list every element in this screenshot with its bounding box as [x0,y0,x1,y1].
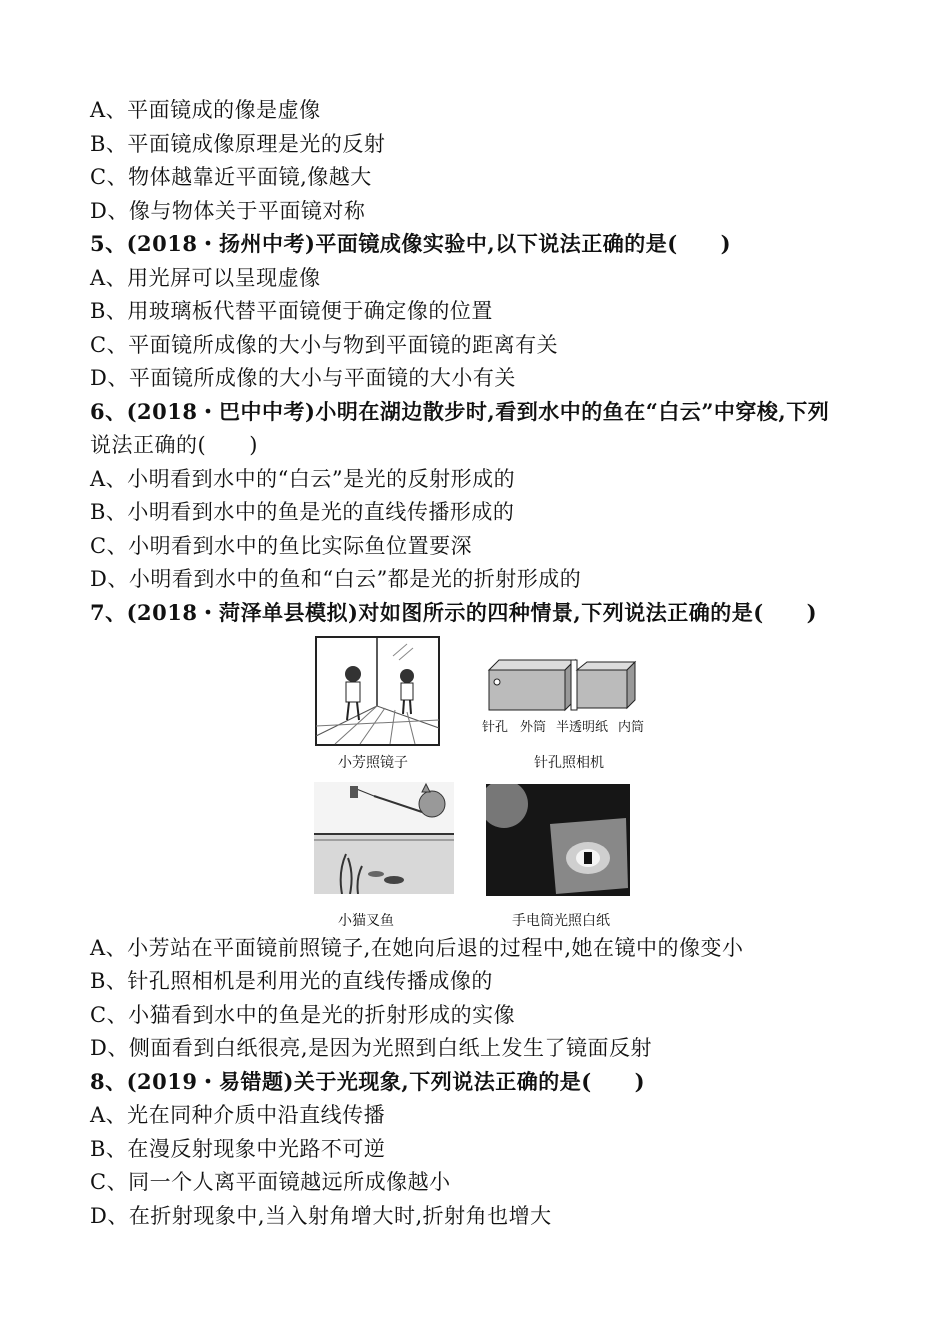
q7-option-b: B、针孔照相机是利用光的直线传播成像的 [90,969,493,993]
q8-option-c: C、同一个人离平面镜越远所成像越小 [90,1170,451,1194]
q8-option-d: D、在折射现象中,当入射角增大时,折射角也增大 [90,1204,552,1228]
q4-option-b: B、平面镜成像原理是光的反射 [90,132,386,156]
q4-option-a: A、平面镜成的像是虚像 [90,98,321,122]
q8-option-a: A、光在同种介质中沿直线传播 [90,1103,386,1127]
q6-option-b: B、小明看到水中的鱼是光的直线传播形成的 [90,500,515,524]
flashlight-paper-image [486,784,630,896]
fig2-caption: 针孔照相机 [534,755,604,771]
q6-stem-line2: 说法正确的( ) [90,433,258,457]
q7-option-c: C、小猫看到水中的鱼是光的折射形成的实像 [90,1003,516,1027]
q7-option-d: D、侧面看到白纸很亮,是因为光照到白纸上发生了镜面反射 [90,1036,653,1060]
label-pinhole: 针孔 [482,720,509,735]
q6-option-a: A、小明看到水中的“白云”是光的反射形成的 [90,467,516,491]
q8-stem: 8、(2019・易错题)关于光现象,下列说法正确的是( ) [90,1069,646,1094]
q8-option-b: B、在漫反射现象中光路不可逆 [90,1137,386,1161]
q4-option-c: C、物体越靠近平面镜,像越大 [90,165,372,189]
fig3-caption: 小猫叉鱼 [338,913,394,929]
label-inner-tube: 内筒 [618,720,645,735]
q5-stem: 5、(2018・扬州中考)平面镜成像实验中,以下说法正确的是( ) [90,231,732,256]
q5-option-c: C、平面镜所成像的大小与物到平面镜的距离有关 [90,333,559,357]
q7-stem: 7、(2018・菏泽单县模拟)对如图所示的四种情景,下列说法正确的是( ) [90,600,818,625]
cat-fishing-image [314,782,454,894]
label-outer-tube: 外筒 [520,720,547,735]
label-translucent-paper: 半透明纸 [556,720,609,735]
q5-option-b: B、用玻璃板代替平面镜便于确定像的位置 [90,299,493,323]
q7-option-a: A、小芳站在平面镜前照镜子,在她向后退的过程中,她在镜中的像变小 [90,936,744,960]
mirror-scene-image [315,636,440,746]
q5-option-d: D、平面镜所成像的大小与平面镜的大小有关 [90,366,516,390]
q4-option-d: D、像与物体关于平面镜对称 [90,199,366,223]
q6-stem-line1: 6、(2018・巴中中考)小明在湖边散步时,看到水中的鱼在“白云”中穿梭,下列 [90,399,830,424]
q7-figures [300,628,660,938]
q5-option-a: A、用光屏可以呈现虚像 [90,266,321,290]
fig1-caption: 小芳照镜子 [338,755,408,771]
q6-option-d: D、小明看到水中的鱼和“白云”都是光的折射形成的 [90,567,582,591]
pinhole-camera-image [485,656,645,716]
fig4-caption: 手电筒光照白纸 [512,913,610,929]
q6-option-c: C、小明看到水中的鱼比实际鱼位置要深 [90,534,473,558]
